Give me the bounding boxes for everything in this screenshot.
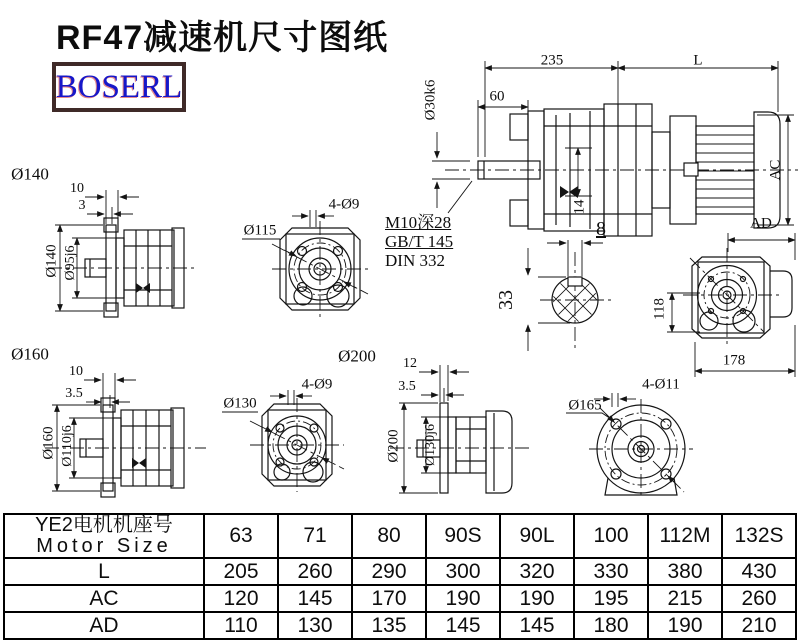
cell-L-100: 330 [574, 558, 648, 585]
table-header-row [4, 514, 796, 558]
cell-AD-71: 130 [278, 612, 352, 639]
dim-label-60: 60 [489, 88, 505, 105]
dim-label-118: 118 [651, 298, 668, 320]
cell-AD-80: 135 [352, 612, 426, 639]
dim-label-178: 178 [722, 352, 746, 369]
col-header-132s: 132S [722, 514, 796, 558]
row-label-AC: AC [4, 585, 204, 612]
dim-label-d130j6: Ø130j6 [423, 424, 438, 466]
cell-L-80: 290 [352, 558, 426, 585]
dim-label-200-35: 3.5 [398, 379, 416, 394]
cell-AC-90l: 190 [500, 585, 574, 612]
cell-L-112m: 380 [648, 558, 722, 585]
dim-label-235: 235 [540, 52, 564, 69]
cell-AC-132s: 260 [722, 585, 796, 612]
dim-label-200-12: 12 [403, 356, 417, 371]
dim-label-d110: Ø110j6 [60, 425, 75, 467]
dim-label-AD: AD [750, 215, 772, 232]
dim-label-d130: Ø130 [223, 395, 257, 412]
cell-AD-132s: 210 [722, 612, 796, 639]
cell-L-63: 205 [204, 558, 278, 585]
dim-label-160-10: 10 [69, 364, 83, 379]
col-header-90s: 90S [426, 514, 500, 558]
dim-label-14: 14 [571, 199, 588, 215]
caption-flange-140: Ø140 [11, 164, 49, 184]
thread-note-line1: M10深28 [385, 213, 452, 232]
page-title: RF47减速机尺寸图纸 [56, 19, 389, 57]
row-label-AD: AD [4, 612, 204, 639]
table-header-cn: YE2电机机座号 [35, 514, 173, 536]
cell-AD-90l: 145 [500, 612, 574, 639]
thread-note-line3: DIN 332 [385, 251, 445, 270]
col-header-100: 100 [574, 514, 648, 558]
cell-AC-112m: 215 [648, 585, 722, 612]
table-header-motor-size [4, 514, 204, 558]
dim-label-130-holes: 4-Ø9 [301, 376, 333, 393]
dim-label-d140: Ø140 [43, 244, 60, 278]
cell-L-90l: 320 [500, 558, 574, 585]
dim-label-140-10: 10 [70, 181, 84, 196]
cell-AC-80: 170 [352, 585, 426, 612]
table-row-AC [4, 585, 796, 612]
dim-label-140-3: 3 [78, 198, 86, 213]
table-header-en: Motor Size [36, 535, 172, 557]
dim-label-d160: Ø160 [40, 426, 57, 460]
dim-label-d95: Ø95j6 [63, 245, 78, 281]
cell-AC-63: 120 [204, 585, 278, 612]
dim-label-115-holes: 4-Ø9 [328, 196, 360, 213]
cell-L-90s: 300 [426, 558, 500, 585]
output-end-view [692, 257, 792, 338]
dim-label-d165: Ø165 [568, 397, 602, 414]
col-header-80: 80 [352, 514, 426, 558]
motor-size-table [3, 513, 797, 640]
col-header-90l: 90L [500, 514, 574, 558]
cell-AC-90s: 190 [426, 585, 500, 612]
table-row-L [4, 558, 796, 585]
dim-label-160-35: 3.5 [65, 386, 83, 401]
cell-AC-71: 145 [278, 585, 352, 612]
cell-AD-90s: 145 [426, 612, 500, 639]
cell-AC-100: 195 [574, 585, 648, 612]
flange-side-view-140 [85, 218, 184, 317]
brand-logo-text: BOSERL [55, 68, 183, 105]
col-header-63: 63 [204, 514, 278, 558]
cell-AD-63: 110 [204, 612, 278, 639]
cell-L-71: 260 [278, 558, 352, 585]
dim-label-AC: AC [767, 159, 784, 181]
caption-flange-200: Ø200 [338, 346, 376, 366]
dim-label-d200: Ø200 [385, 429, 402, 463]
col-header-112m: 112M [648, 514, 722, 558]
dim-label-165-holes: 4-Ø11 [642, 376, 680, 393]
caption-flange-160: Ø160 [11, 344, 49, 364]
dim-label-key-width: 8 [596, 218, 606, 240]
flange-side-view-160 [80, 398, 184, 497]
row-label-L: L [4, 558, 204, 585]
cell-L-132s: 430 [722, 558, 796, 585]
col-header-71: 71 [278, 514, 352, 558]
dim-label-motor-length: L [693, 52, 703, 69]
dim-label-shaft-dia: Ø30k6 [422, 79, 439, 121]
brand-logo-box [52, 62, 186, 112]
cell-AD-112m: 190 [648, 612, 722, 639]
cell-AD-100: 180 [574, 612, 648, 639]
table-row-AD [4, 612, 796, 639]
shaft-keyway-section [539, 246, 607, 336]
dim-label-d115: Ø115 [243, 222, 277, 239]
dim-label-key-height: 33 [495, 290, 517, 310]
thread-note-line2: GB/T 145 [385, 232, 454, 251]
